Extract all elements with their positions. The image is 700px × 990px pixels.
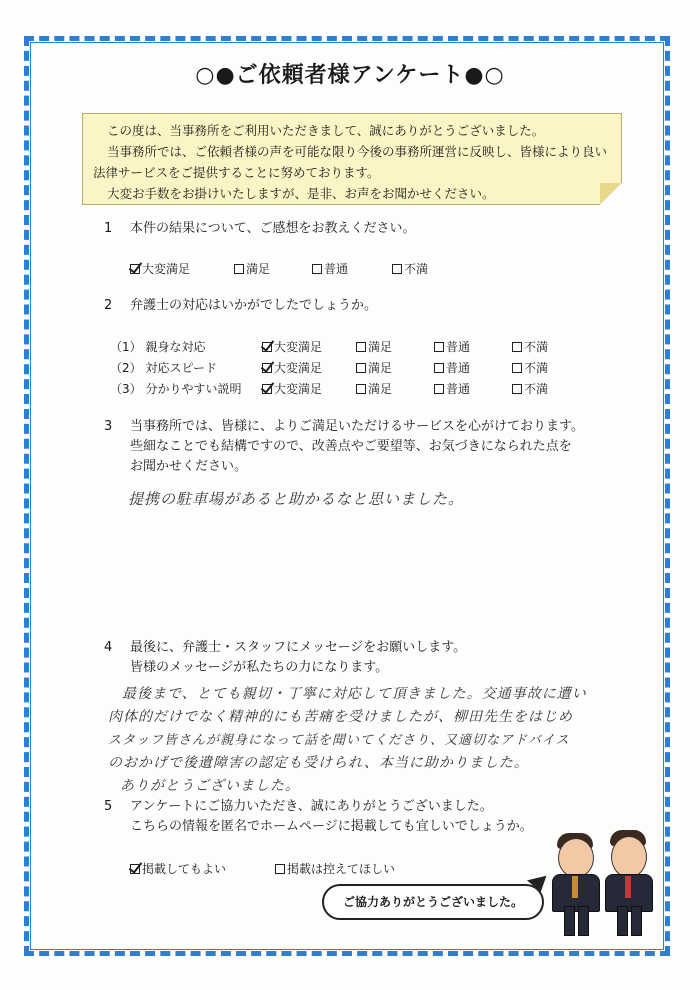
q2-row1-very-satisfied[interactable]: 大変満足 bbox=[262, 338, 322, 355]
q1-option-very-satisfied[interactable]: 大変満足 bbox=[130, 260, 190, 277]
q1-option-unsatisfied[interactable]: 不満 bbox=[392, 260, 428, 277]
q2-row-label: （2） 対応スピード bbox=[110, 361, 217, 375]
question-number: 5 bbox=[104, 799, 113, 814]
question-text-cont: 皆様のメッセージが私たちの力になります。 bbox=[130, 660, 389, 675]
checkbox[interactable] bbox=[512, 384, 522, 394]
q2-row3-very-satisfied[interactable]: 大変満足 bbox=[262, 380, 322, 397]
checkbox[interactable] bbox=[356, 363, 366, 373]
q2-row1-satisfied[interactable]: 満足 bbox=[356, 338, 392, 355]
question-text: 弁護士の対応はいかがでしたでしょうか。 bbox=[130, 298, 378, 313]
question-3 bbox=[104, 417, 584, 437]
survey-title: ○●ご依頼者様アンケート●○ bbox=[195, 63, 505, 88]
checkbox[interactable] bbox=[275, 864, 285, 874]
checkbox[interactable] bbox=[356, 384, 366, 394]
q2-row2-unsatisfied[interactable]: 不満 bbox=[512, 359, 548, 376]
question-text: 本件の結果について、ご感想をお教えください。 bbox=[130, 221, 416, 236]
q5-option-allow[interactable]: 掲載してもよい bbox=[130, 860, 226, 877]
question-2 bbox=[104, 296, 377, 316]
checkbox-checked[interactable] bbox=[262, 384, 272, 394]
checkbox[interactable] bbox=[512, 363, 522, 373]
question-text: アンケートにご協力いただき、誠にありがとうございました。 bbox=[130, 799, 493, 814]
q4-handwritten-line: ありがとうございました。 bbox=[120, 778, 300, 794]
q2-row2-very-satisfied[interactable]: 大変満足 bbox=[262, 359, 322, 376]
checkbox[interactable] bbox=[392, 264, 402, 274]
intro-line: この度は、当事務所をご利用いただきまして、誠にありがとうございました。 bbox=[107, 123, 545, 138]
q4-handwritten-line: 肉体的だけでなく精神的にも苦痛を受けましたが、柳田先生をはじめ bbox=[108, 709, 573, 725]
intro-line: 当事務所では、ご依頼者様の声を可能な限り今後の事務所運営に反映し、皆様により良い bbox=[107, 144, 608, 159]
q4-handwritten-line: のおかげで後遺障害の認定も受けられ、本当に助かりました。 bbox=[108, 755, 529, 771]
checkbox[interactable] bbox=[434, 384, 444, 394]
intro-line: 法律サービスをご提供することに努めております。 bbox=[93, 165, 380, 180]
intro-box bbox=[82, 113, 622, 205]
question-4 bbox=[104, 638, 466, 658]
q2-row3-satisfied[interactable]: 満足 bbox=[356, 380, 392, 397]
q2-row3-unsatisfied[interactable]: 不満 bbox=[512, 380, 548, 397]
question-text: 最後に、弁護士・スタッフにメッセージをお願いします。 bbox=[130, 640, 467, 655]
q4-handwritten-line: 最後まで、とても親切・丁寧に対応して頂きました。交通事故に遭い bbox=[122, 686, 587, 702]
q2-row2-satisfied[interactable]: 満足 bbox=[356, 359, 392, 376]
q2-row3-normal[interactable]: 普通 bbox=[434, 380, 470, 397]
q2-row1-normal[interactable]: 普通 bbox=[434, 338, 470, 355]
checkbox[interactable] bbox=[356, 342, 366, 352]
question-text-cont: こちらの情報を匿名でホームページに掲載しても宜しいでしょうか。 bbox=[130, 819, 533, 834]
checkbox[interactable] bbox=[434, 363, 444, 373]
question-number: 4 bbox=[104, 640, 113, 655]
q4-handwritten-line: スタッフ皆さんが親身になって話を聞いてくださり、又適切なアドバイス bbox=[108, 733, 570, 748]
checkbox-checked[interactable] bbox=[130, 864, 140, 874]
q5-option-decline[interactable]: 掲載は控えてほしい bbox=[275, 860, 395, 877]
q1-option-normal[interactable]: 普通 bbox=[312, 260, 348, 277]
question-1 bbox=[104, 219, 415, 239]
question-number: 2 bbox=[104, 298, 113, 313]
checkbox-checked[interactable] bbox=[262, 342, 272, 352]
checkbox[interactable] bbox=[312, 264, 322, 274]
intro-line: 大変お手数をお掛けいたしますが、是非、お声をお聞かせください。 bbox=[107, 186, 495, 201]
thank-you-speech-bubble: ご協力ありがとうございました。 bbox=[322, 884, 544, 920]
question-number: 1 bbox=[104, 221, 113, 236]
question-number: 3 bbox=[104, 419, 113, 434]
question-5 bbox=[104, 797, 493, 817]
q2-row-label: （1） 親身な対応 bbox=[110, 340, 206, 354]
checkbox[interactable] bbox=[234, 264, 244, 274]
checkbox[interactable] bbox=[434, 342, 444, 352]
page-curl-decoration bbox=[600, 183, 622, 205]
question-text-cont: お聞かせください。 bbox=[130, 459, 248, 474]
checkbox[interactable] bbox=[512, 342, 522, 352]
checkbox-checked[interactable] bbox=[130, 264, 140, 274]
q3-handwritten-answer: 提携の駐車場があると助かるなと思いました。 bbox=[128, 490, 465, 508]
q2-row1-unsatisfied[interactable]: 不満 bbox=[512, 338, 548, 355]
q2-row2-normal[interactable]: 普通 bbox=[434, 359, 470, 376]
q2-row-label: （3） 分かりやすい説明 bbox=[110, 382, 242, 396]
q1-option-satisfied[interactable]: 満足 bbox=[234, 260, 270, 277]
checkbox-checked[interactable] bbox=[262, 363, 272, 373]
question-text: 当事務所では、皆様に、よりご満足いただけるサービスを心がけております。 bbox=[130, 419, 584, 434]
question-text-cont: 些細なことでも結構ですので、改善点やご要望等、お気づきになられた点を bbox=[130, 439, 572, 454]
